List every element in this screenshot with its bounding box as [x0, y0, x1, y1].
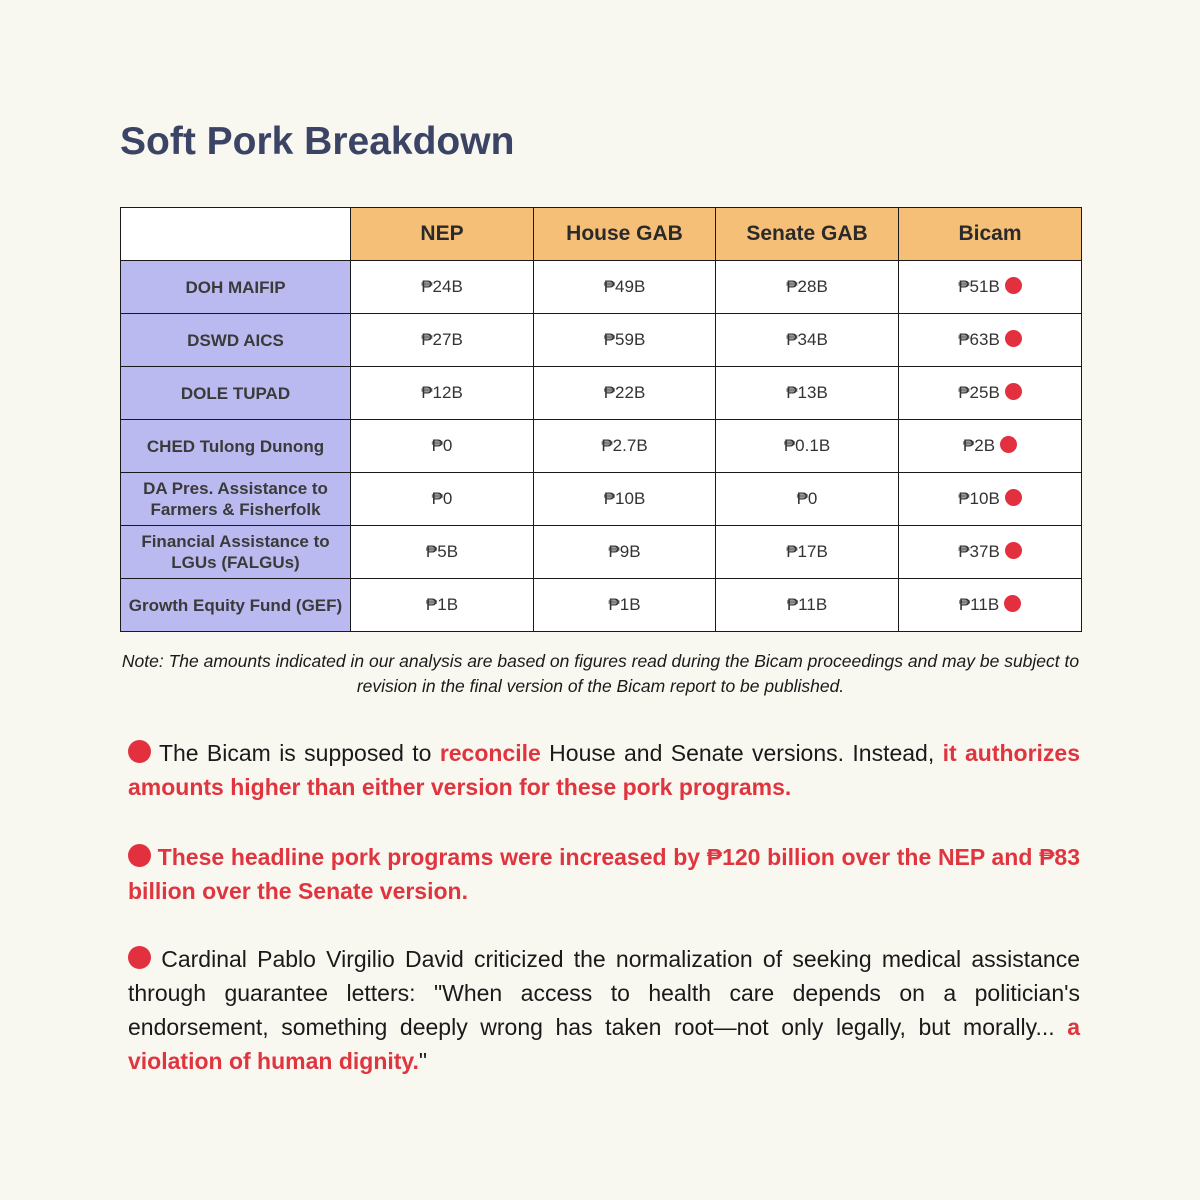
table-row — [121, 526, 1082, 579]
nep-value: ₱0 — [351, 473, 534, 526]
bicam-value: ₱63B — [958, 330, 1000, 349]
highlight-text: These headline pork programs were increased by ₱120 billion over the NEP and ₱83 billion over the Senate version. — [128, 844, 1080, 904]
senate-gab-value: ₱0 — [716, 473, 899, 526]
senate-gab-value: ₱17B — [716, 526, 899, 579]
highlight-text: reconcile — [439, 740, 541, 766]
page-title: Soft Pork Breakdown — [120, 120, 515, 163]
red-dot-icon — [1000, 436, 1017, 453]
house-gab-value: ₱9B — [534, 526, 716, 579]
house-gab-value: ₱10B — [534, 473, 716, 526]
row-label: CHED Tulong Dunong — [121, 420, 351, 473]
table-row — [121, 420, 1082, 473]
red-dot-icon — [1005, 277, 1022, 294]
table-row — [121, 261, 1082, 314]
senate-gab-value: ₱34B — [716, 314, 899, 367]
paragraph-text: Cardinal Pablo Virgilio David criticized the normalization of seeking medical assistance through guarantee letters: "When access to health care depends on a politician's endorsement, something deeply wrong has taken root—not only legally, but morally... — [128, 946, 1080, 1040]
header-house-gab: House GAB — [534, 208, 716, 261]
nep-value: ₱24B — [351, 261, 534, 314]
table-header-row — [121, 208, 1082, 261]
red-bullet-icon — [128, 844, 151, 867]
bicam-value: ₱51B — [958, 277, 1000, 296]
senate-gab-value: ₱0.1B — [716, 420, 899, 473]
house-gab-value: ₱1B — [534, 579, 716, 632]
header-senate-gab: Senate GAB — [716, 208, 899, 261]
nep-value: ₱0 — [351, 420, 534, 473]
bicam-cell — [899, 367, 1082, 420]
paragraph-text: " — [418, 1048, 428, 1074]
red-dot-icon — [1004, 595, 1021, 612]
bicam-value: ₱25B — [958, 383, 1000, 402]
red-dot-icon — [1005, 542, 1022, 559]
table-row — [121, 367, 1082, 420]
nep-value: ₱1B — [351, 579, 534, 632]
bicam-value: ₱11B — [958, 595, 1000, 614]
bicam-cell — [899, 420, 1082, 473]
paragraph-text: House and Senate versions. Instead, — [540, 740, 943, 766]
highlight-text: it authorizes amounts higher than either version for these pork programs. — [128, 740, 1081, 800]
nep-value: ₱27B — [351, 314, 534, 367]
row-label: DOH MAIFIP — [121, 261, 351, 314]
bicam-cell — [899, 579, 1082, 632]
senate-gab-value: ₱28B — [716, 261, 899, 314]
table-note: Note: The amounts indicated in our analysis are based on figures read during the Bicam proceedings and may be subject to revision in the final version of the Bicam report to be published. — [121, 651, 1080, 696]
table-row — [121, 579, 1082, 632]
senate-gab-value: ₱11B — [716, 579, 899, 632]
house-gab-value: ₱49B — [534, 261, 716, 314]
nep-value: ₱5B — [351, 526, 534, 579]
header-bicam: Bicam — [899, 208, 1082, 261]
header-corner-cell — [121, 208, 351, 261]
table-row — [121, 473, 1082, 526]
highlight-text: a violation of human dignity. — [128, 1014, 1080, 1074]
bicam-cell — [899, 314, 1082, 367]
row-label: Financial Assistance to LGUs (FALGUs) — [121, 526, 351, 579]
red-dot-icon — [1005, 489, 1022, 506]
paragraph-increase — [128, 840, 1080, 908]
table-row — [121, 314, 1082, 367]
red-bullet-icon — [128, 946, 151, 969]
bicam-cell — [899, 526, 1082, 579]
row-label: DA Pres. Assistance to Farmers & Fisherfolk — [121, 473, 351, 526]
row-label: DSWD AICS — [121, 314, 351, 367]
row-label: DOLE TUPAD — [121, 367, 351, 420]
pork-breakdown-table — [120, 207, 1082, 632]
row-label: Growth Equity Fund (GEF) — [121, 579, 351, 632]
bicam-cell — [899, 473, 1082, 526]
bicam-value: ₱37B — [958, 542, 1000, 561]
bicam-value: ₱2B — [962, 436, 996, 455]
header-nep: NEP — [351, 208, 534, 261]
house-gab-value: ₱22B — [534, 367, 716, 420]
house-gab-value: ₱2.7B — [534, 420, 716, 473]
house-gab-value: ₱59B — [534, 314, 716, 367]
paragraph-quote — [128, 942, 1080, 1078]
paragraph-reconcile — [128, 736, 1080, 804]
bicam-value: ₱10B — [958, 489, 1000, 508]
red-bullet-icon — [128, 740, 151, 763]
senate-gab-value: ₱13B — [716, 367, 899, 420]
bicam-cell — [899, 261, 1082, 314]
red-dot-icon — [1005, 330, 1022, 347]
paragraph-text: The Bicam is supposed to — [151, 740, 440, 766]
red-dot-icon — [1005, 383, 1022, 400]
nep-value: ₱12B — [351, 367, 534, 420]
